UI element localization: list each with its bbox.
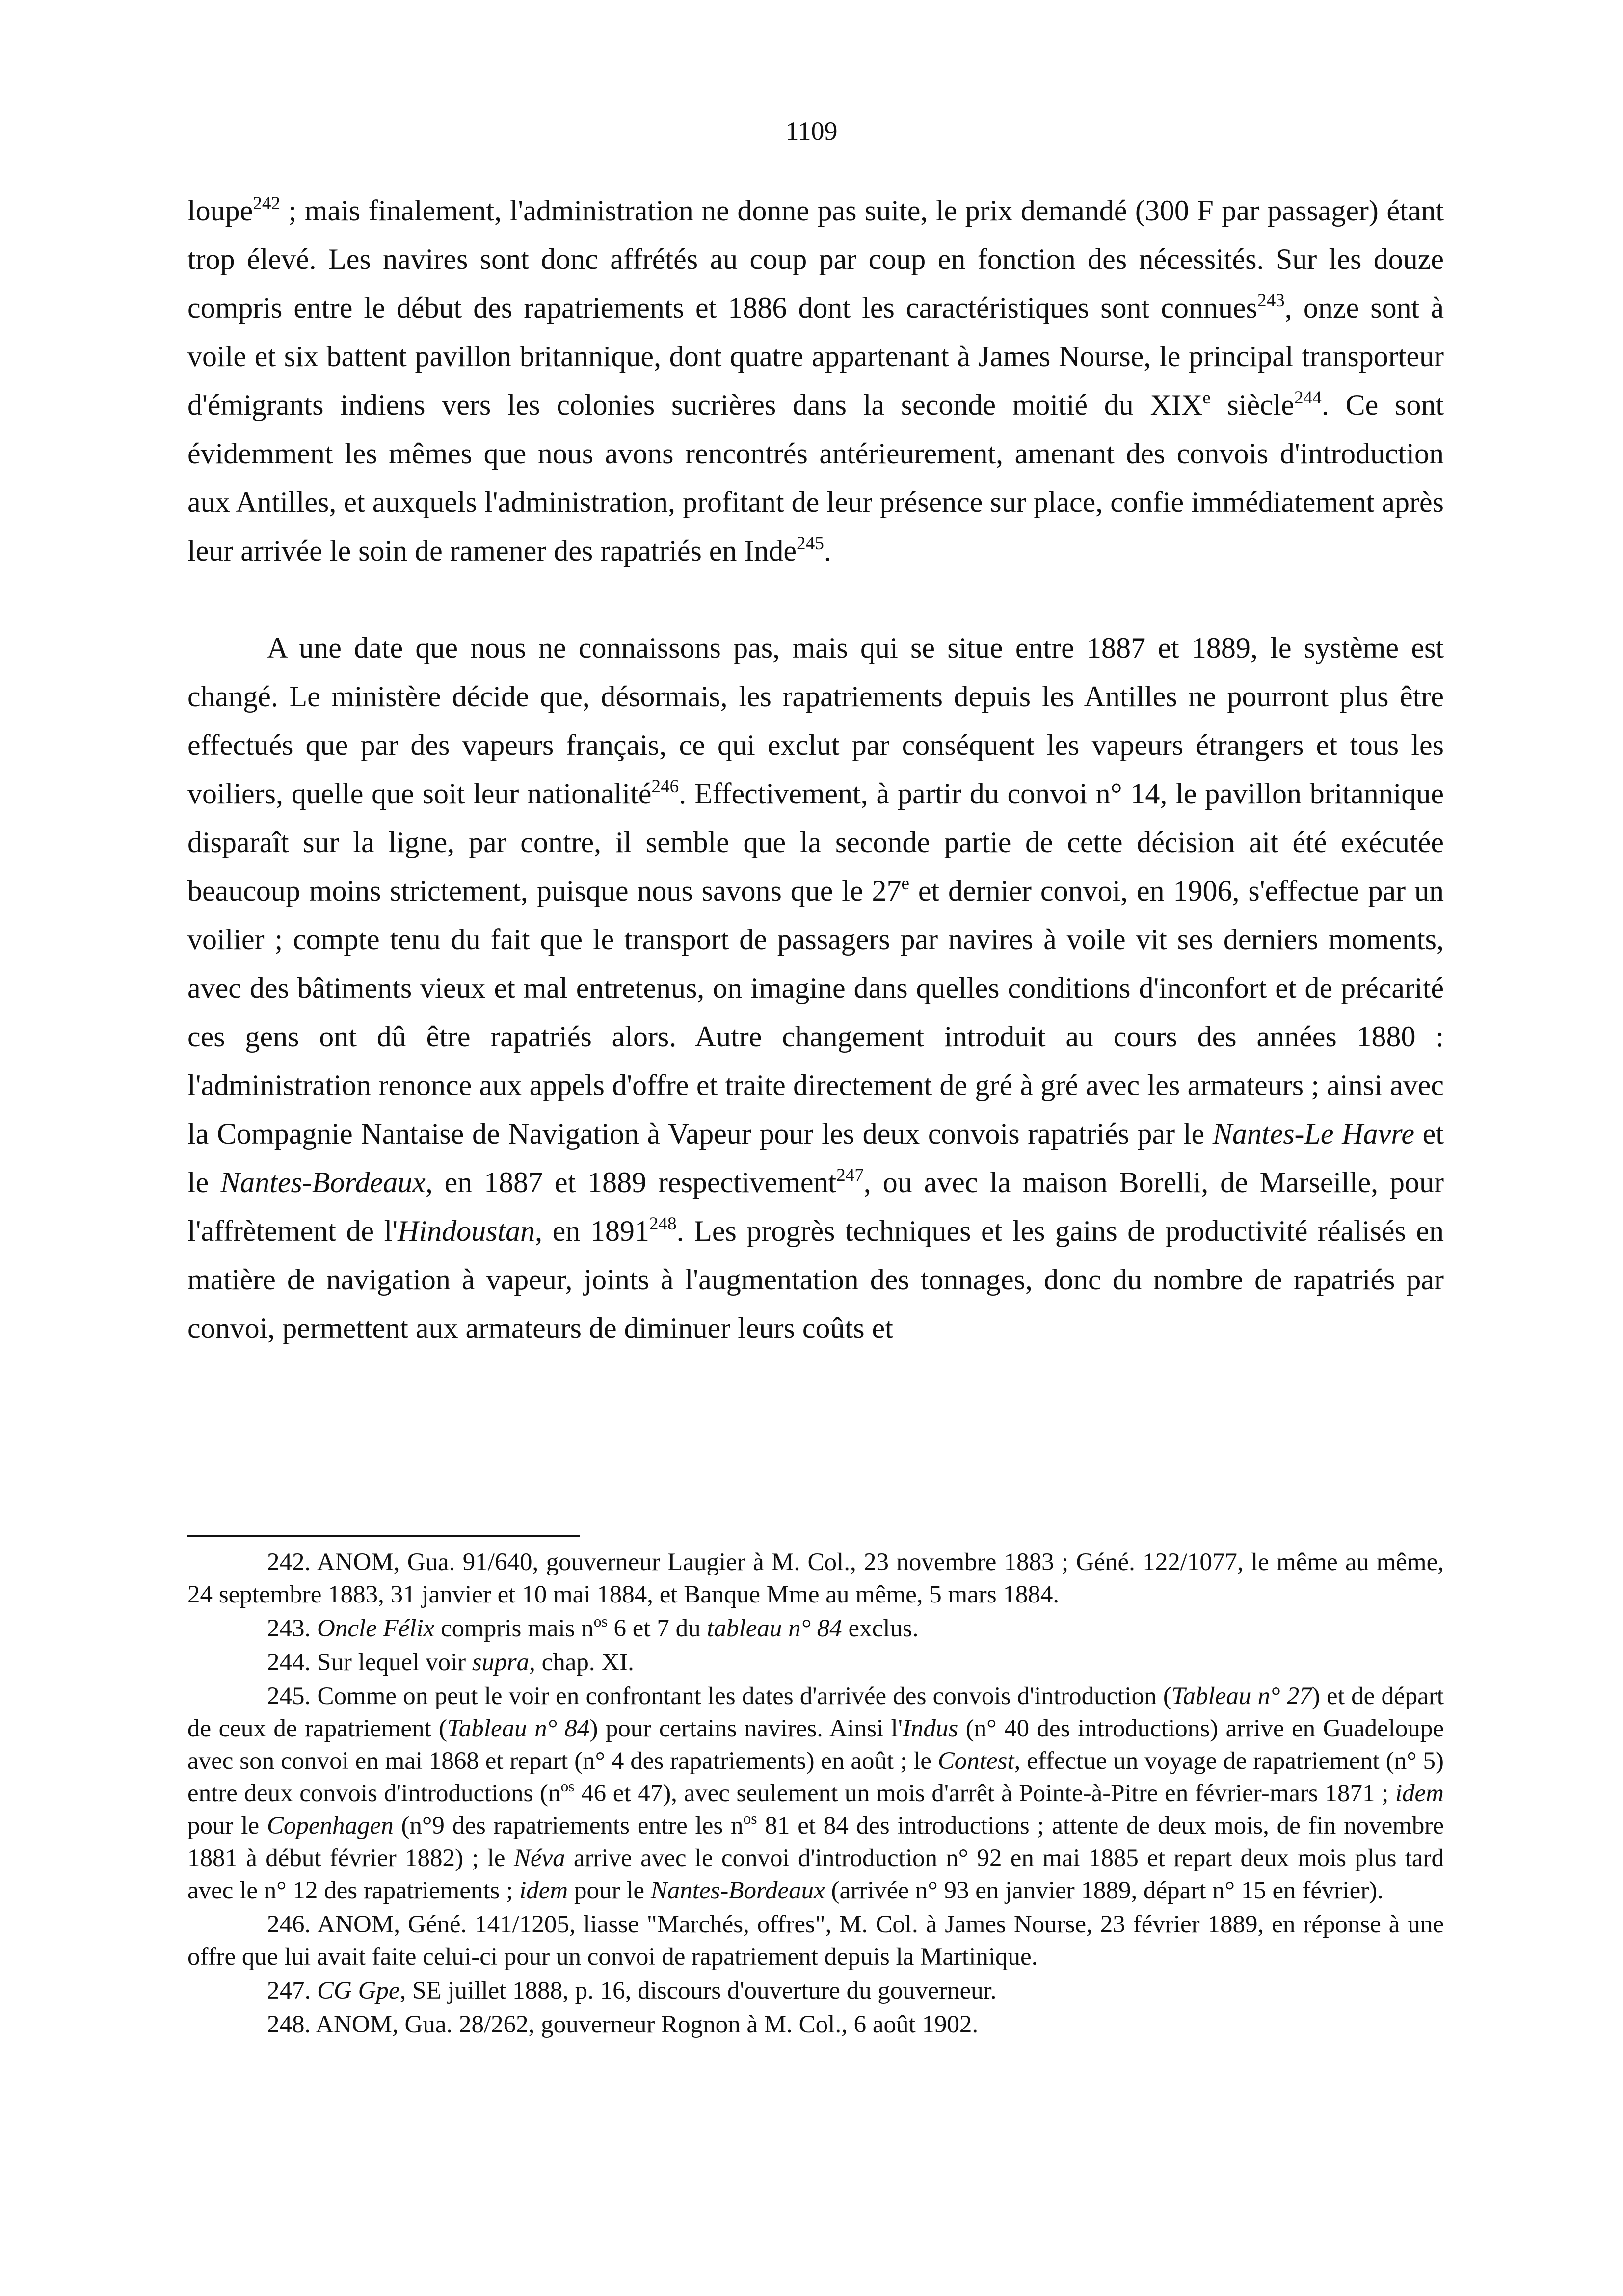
italic-text: Nantes-Le Havre bbox=[1212, 1118, 1414, 1150]
text-run: . bbox=[824, 534, 831, 567]
text-run: , en 1887 et 1889 respectivement bbox=[425, 1166, 837, 1199]
footnote-245 bbox=[187, 1680, 1444, 1907]
footnote-244 bbox=[187, 1646, 1444, 1679]
text-run: (n° 40 des introductions) arrive en Guadeloupe avec son convoi en mai 1868 et repart (n° 4 des rapatriements) en août ; le bbox=[187, 1715, 1444, 1775]
text-run: . Les progrès techniques et les gains de productivité réalisés en matière de navigation à vapeur, joints à l'augmentation des tonnages, donc du nombre de rapatriés par convoi, permettent aux armateurs de diminuer leurs coûts et bbox=[187, 1215, 1444, 1344]
italic-text: Contest bbox=[937, 1747, 1014, 1775]
footnote-ref: os bbox=[743, 1810, 757, 1828]
paragraph-gap bbox=[187, 575, 1444, 624]
text-run: et dernier convoi, en 1906, s'effectue par un voilier ; compte tenu du fait que le transport de passagers par navires à voile vit ses derniers moments, avec des bâtiments vieux et mal entretenus, on imagine dans quelles conditions d'inconfort et de précarité ces gens ont dû être rapatriés alors. Autre changement introduit au cours des années 1880 : l'administration renonce aux appels d'offre et traite directement de gré à gré avec les armateurs ; ainsi avec la Compagnie Nantaise de Navigation à Vapeur pour les deux convois rapatriés par le bbox=[187, 875, 1444, 1150]
italic-text: Tableau n° 84 bbox=[447, 1715, 590, 1742]
footnotes bbox=[187, 1546, 1444, 2041]
text-run: , ou avec la maison Borelli, de Marseille, pour l'affrètement de l' bbox=[187, 1166, 1444, 1247]
text-run: 46 et 47), avec seulement un mois d'arrêt à Pointe-à-Pitre en février-mars 1871 ; bbox=[574, 1780, 1395, 1807]
italic-text: tableau n° 84 bbox=[707, 1615, 842, 1642]
text-run: ) pour certains navires. Ainsi l' bbox=[589, 1715, 903, 1742]
footnote-ref: os bbox=[560, 1778, 575, 1795]
text-run: pour le bbox=[187, 1812, 267, 1840]
italic-text: Nantes-Bordeaux bbox=[220, 1166, 426, 1199]
text-run: A une date que nous ne connaissons pas, mais qui se situe entre 1887 et 1889, le système est changé. Le ministère décide que, désormais, les rapatriements depuis les Antilles ne pourront plus être effectués que par des vapeurs français, ce qui exclut par conséquent les vapeurs étrangers et tous les voiliers, quelle que soit leur nationalité bbox=[187, 632, 1444, 810]
footnote-ref: 247 bbox=[836, 1165, 864, 1186]
paragraph-2 bbox=[187, 624, 1444, 1353]
italic-text: idem bbox=[1395, 1780, 1444, 1807]
text-run: 242. ANOM, Gua. 91/640, gouverneur Laugier à M. Col., 23 novembre 1883 ; Géné. 122/1077, le même au même, 24 septembre 1883, 31 janvier et 10 mai 1884, et Banque Mme au même, 5 mars 1884. bbox=[187, 1548, 1444, 1608]
text-run: loupe bbox=[187, 194, 253, 227]
page-number: 1109 bbox=[785, 116, 838, 146]
text-run: 246. ANOM, Géné. 141/1205, liasse "Marchés, offres", M. Col. à James Nourse, 23 février 1889, en réponse à une offre que lui avait faite celui-ci pour un convoi de rapatriement depuis la Martinique. bbox=[187, 1911, 1444, 1971]
text-run: , onze sont à voile et six battent pavillon britannique, dont quatre appartenant à James Nourse, le principal transporteur d'émigrants indiens vers les colonies sucrières dans la seconde moitié du XIX bbox=[187, 292, 1444, 421]
text-run: et le bbox=[187, 1118, 1444, 1199]
text-run: (arrivée n° 93 en janvier 1889, départ n° 15 en février). bbox=[825, 1877, 1384, 1904]
footnote-ref: 248 bbox=[649, 1214, 677, 1234]
footnote-242 bbox=[187, 1546, 1444, 1611]
italic-text: idem bbox=[519, 1877, 568, 1904]
footnote-ref: os bbox=[593, 1613, 608, 1630]
text-run: 243. bbox=[267, 1615, 317, 1642]
text-run: , chap. XI. bbox=[529, 1649, 634, 1676]
italic-text: Copenhagen bbox=[266, 1812, 394, 1840]
footnote-ref: e bbox=[1202, 388, 1211, 408]
text-run: (n°9 des rapatriements entre les n bbox=[393, 1812, 744, 1840]
text-run: 245. Comme on peut le voir en confrontant les dates d'arrivée des convois d'introduction ( bbox=[267, 1682, 1171, 1710]
footnote-ref: 243 bbox=[1257, 291, 1285, 311]
text-run: compris mais n bbox=[434, 1615, 594, 1642]
paragraph-1 bbox=[187, 187, 1444, 575]
italic-text: Oncle Félix bbox=[317, 1615, 435, 1642]
text-run: . Effectivement, à partir du convoi n° 14, le pavillon britannique disparaît sur la ligne, par contre, il semble que la seconde partie de cette décision ait été exécutée beaucoup moins strictement, puisque nous savons que le 27 bbox=[187, 777, 1444, 907]
footnote-248 bbox=[187, 2008, 1444, 2041]
text-run: 81 et 84 des introductions ; attente de deux mois, de fin novembre 1881 à début février 1882) ; le bbox=[187, 1812, 1444, 1872]
text-run: ; mais finalement, l'administration ne donne pas suite, le prix demandé (300 F par passager) étant trop élevé. Les navires sont donc affrétés au coup par coup en fonction des nécessités. Sur les douze compris entre le début des rapatriements et 1886 dont les caractéristiques sont connues bbox=[187, 194, 1444, 324]
italic-text: Nantes-Bordeaux bbox=[650, 1877, 825, 1904]
footnote-ref: 244 bbox=[1294, 388, 1322, 408]
text-run: , effectue un voyage de rapatriement (n° 5) entre deux convois d'introductions (n bbox=[187, 1747, 1444, 1807]
text-run: 247. bbox=[267, 1977, 317, 2004]
text-run: pour le bbox=[568, 1877, 651, 1904]
text-run: arrive avec le convoi d'introduction n° 92 en mai 1885 et repart deux mois plus tard avec le n° 12 des rapatriements ; bbox=[187, 1844, 1444, 1904]
text-run: ) et de départ de ceux de rapatriement ( bbox=[187, 1682, 1444, 1742]
footnote-ref: 246 bbox=[651, 776, 679, 797]
body-text bbox=[187, 187, 1444, 1353]
text-run: , en 1891 bbox=[535, 1215, 649, 1247]
footnote-247 bbox=[187, 1975, 1444, 2007]
footnote-243 bbox=[187, 1612, 1444, 1645]
footnote-separator bbox=[187, 1535, 580, 1537]
text-run: exclus. bbox=[842, 1615, 919, 1642]
italic-text: CG Gpe bbox=[317, 1977, 400, 2004]
text-run: 6 et 7 du bbox=[607, 1615, 707, 1642]
footnote-ref: e bbox=[901, 874, 909, 894]
italic-text: Indus bbox=[902, 1715, 958, 1742]
text-run: . Ce sont évidemment les mêmes que nous avons rencontrés antérieurement, amenant des convois d'introduction aux Antilles, et auxquels l'administration, profitant de leur présence sur place, confie immédiatement après leur arrivée le soin de ramener des rapatriés en Inde bbox=[187, 389, 1444, 567]
footnote-246 bbox=[187, 1908, 1444, 1973]
italic-text: Néva bbox=[513, 1844, 565, 1872]
italic-text: Tableau n° 27 bbox=[1171, 1682, 1312, 1710]
footnote-ref: 242 bbox=[253, 193, 281, 214]
italic-text: Hindoustan bbox=[398, 1215, 535, 1247]
text-run: 244. Sur lequel voir bbox=[267, 1649, 472, 1676]
text-run: , SE juillet 1888, p. 16, discours d'ouverture du gouverneur. bbox=[399, 1977, 997, 2004]
text-run: siècle bbox=[1210, 389, 1295, 421]
footnote-ref: 245 bbox=[797, 534, 824, 554]
italic-text: supra bbox=[472, 1649, 530, 1676]
text-run: 248. ANOM, Gua. 28/262, gouverneur Rognon à M. Col., 6 août 1902. bbox=[267, 2011, 979, 2038]
